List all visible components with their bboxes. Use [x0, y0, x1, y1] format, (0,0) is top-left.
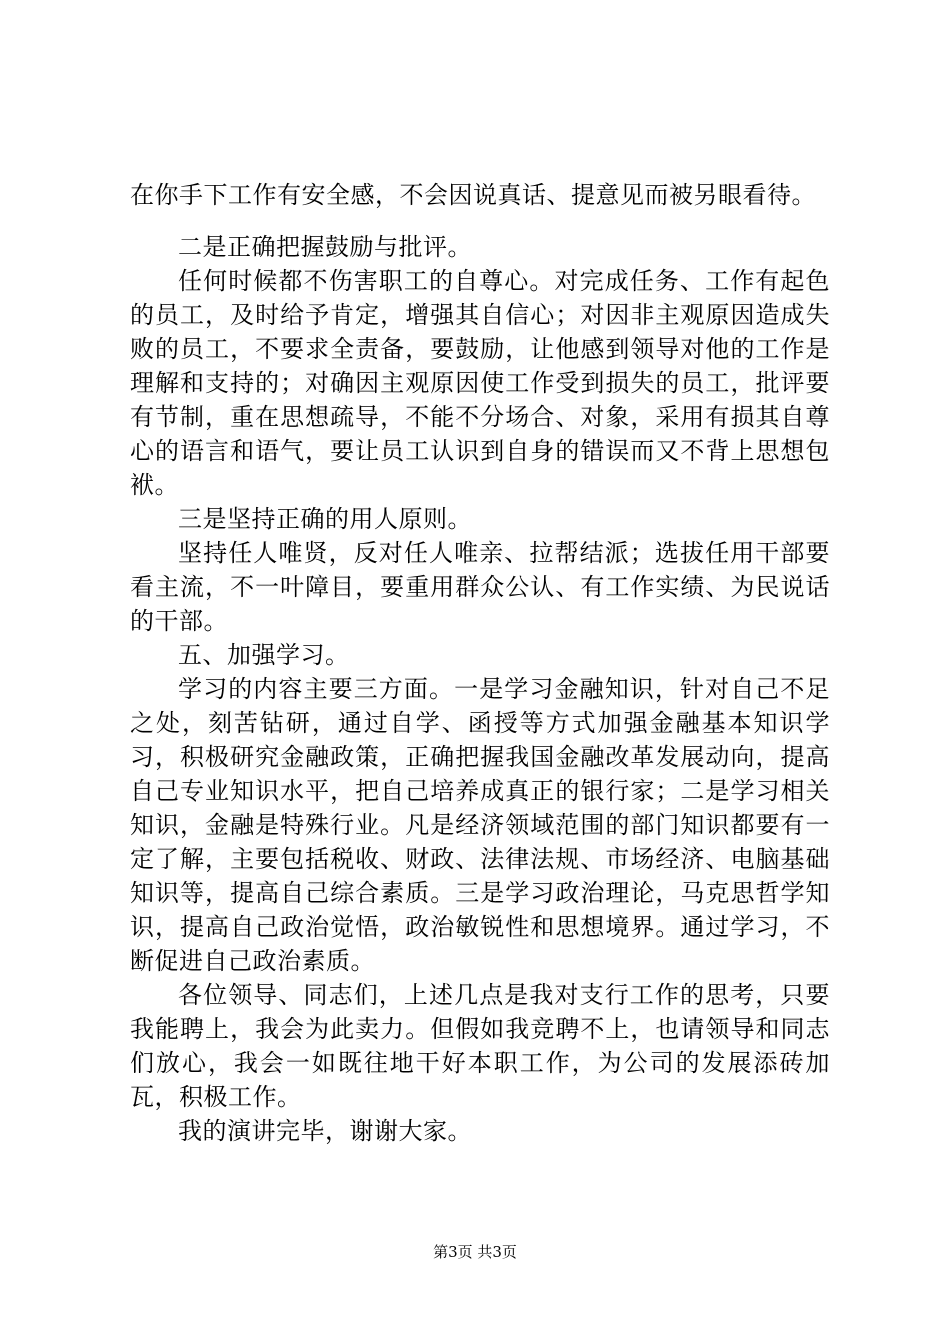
paragraph-closing: 各位领导、同志们，上述几点是我对支行工作的思考，只要我能聘上，我会为此卖力。但假如我竞聘不上，也请领导和同志们放心，我会一如既往地干好本职工作，为公司的发展添砖加瓦，积极工作。: [130, 981, 830, 1111]
paragraph-employment: 坚持任人唯贤，反对任人唯亲、拉帮结派；选拔任用干部要看主流，不一叶障目，要重用群众公认、有工作实绩、为民说话的干部。: [130, 539, 830, 635]
paragraph-heading-employment: 三是坚持正确的用人原则。: [178, 505, 472, 533]
document-body: [130, 178, 830, 1148]
paragraph-thanks: 我的演讲完毕，谢谢大家。: [178, 1117, 472, 1145]
paragraph-encouragement: 任何时候都不伤害职工的自尊心。对完成任务、工作有起色的员工，及时给予肯定，增强其自信心；对因非主观原因造成失败的员工，不要求全责备，要鼓励，让他感到领导对他的工作是理解和支持的；对确因主观原因使工作受到损失的员工，批评要有节制，重在思想疏导，不能不分场合、对象，采用有损其自尊心的语言和语气，要让员工认识到自身的错误而又不背上思想包袱。: [130, 267, 830, 499]
paragraph-learning: 学习的内容主要三方面。一是学习金融知识，针对自己不足之处，刻苦钻研，通过自学、函授等方式加强金融基本知识学习，积极研究金融政策，正确把握我国金融改革发展动向，提高自己专业知识水平，把自己培养成真正的银行家；二是学习相关知识，金融是特殊行业。凡是经济领域范围的部门知识都要有一定了解，主要包括税收、财政、法律法规、市场经济、电脑基础知识等，提高自己综合素质。三是学习政治理论，马克思哲学知识，提高自己政治觉悟，政治敏锐性和思想境界。通过学习，不断促进自己政治素质。: [130, 675, 830, 975]
paragraph-heading-encouragement: 二是正确把握鼓励与批评。: [178, 233, 472, 261]
paragraph-heading-learning: 五、加强学习。: [178, 641, 350, 669]
page-number-footer: 第3页 共3页: [433, 1243, 517, 1261]
paragraph-continuation: 在你手下工作有安全感，不会因说真话、提意见而被另眼看待。: [130, 181, 816, 209]
